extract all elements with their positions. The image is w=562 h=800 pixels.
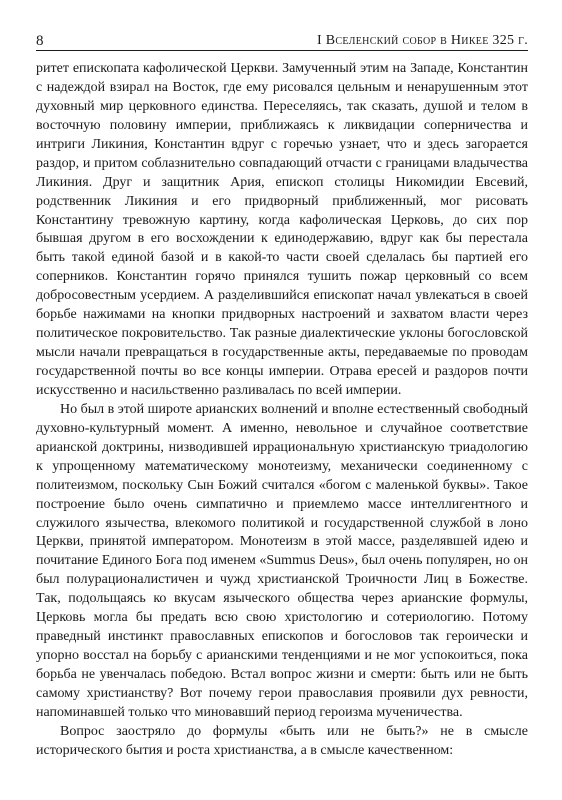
body-text [36, 60, 528, 761]
running-title: I Вселенский собор в Никее 325 г. [317, 33, 528, 48]
page-header [36, 32, 528, 50]
header-divider [36, 50, 528, 51]
paragraph-1: ритет епископата кафолической Церкви. Замученный этим на Западе, Константин с надеждой взирал на Восток, где ему рисовался цельным и ненарушенным этот духовный мир церковного единства. Переселяясь, так сказать, душой и телом в восточную половину империи, приближаясь к ликвидации соперничества и интриги Ликиния, Константин вдруг с горечью узнает, что и здесь загорается раздор, и притом соблазнительно совпадающий отчасти с границами владычества Ликиния. Друг и защитник Ария, епископ столицы Никомидии Евсевий, родственник Ликиния и его придворный приближенный, мог рисовать Константину тревожную картину, когда кафолическая Церковь, до сих пор бывшая другом в его восхождении к единодержавию, вдруг как бы перестала быть такой единой базой и в какой-то части своей сделалась бы партией его соперников. Константин горячо принялся тушить пожар церковный со всем добросовестным усердием. А разделившийся епископат начал увлекаться в своей борьбе нажимами на кнопки придворных настроений и захватом власти через политическое покровительство. Так разные диалектические уклоны богословской мысли начали превращаться в государственные акты, передаваемые по проводам государственной почты во все концы империи. Отрава ересей и раздоров почти искусственно и насильственно разливалась по всей империи. [36, 61, 528, 398]
page-number: 8 [36, 33, 44, 49]
paragraph-3: Вопрос заостряло до формулы «быть или не быть?» не в смысле исторического бытия и роста христианства, а в смысле качественном: [36, 723, 528, 758]
paragraph-2: Но был в этой широте арианских волнений и вполне естественный свободный духовно-культурный момент. А именно, невольное и случайное соответствие арианской доктрины, низводившей иррациональную христианскую триадологию к упрощенному математическому монотеизму, механически соединенному с политеизмом, поскольку Сын Божий считался «богом с маленькой буквы». Такое построение было очень симпатично и приемлемо массе интеллигентного и служилого язычества, влекомого политикой и государственной службой в лоно Церкви, принятой императором. Монотеизм в этой массе, разделявшей идею и почитание Единого Бога под именем «Summus Deus», был очень популярен, но он был полурационалистичен и чужд христианской Троичности Лиц в Божестве. Так, подольщаясь ко вкусам языческого общества через арианские формулы, Церковь могла бы предать всю свою христологию и сотериологию. Потому праведный инстинкт православных епископов и богословов так героически и упорно восстал на борьбу с арианскими тенденциями и не мог успокоиться, пока борьба не увенчалась победою. Встал вопрос жизни и смерти: быть или не быть самому христианству? Вот почему герои православия проявили дух ревности, напоминавшей только что миновавший период героизма мученичества. [36, 401, 528, 720]
